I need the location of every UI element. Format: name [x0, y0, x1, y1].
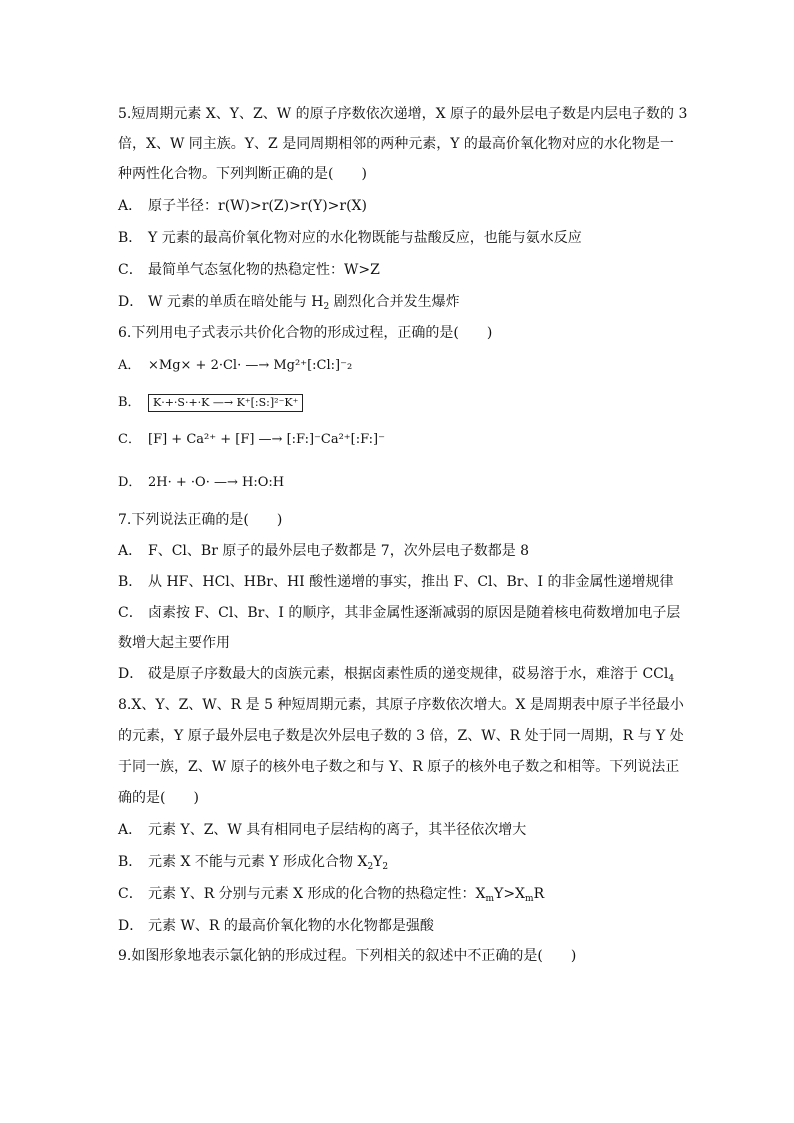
- option-label: C．: [118, 432, 141, 447]
- option-text: 从 HF、HCl、HBr、HI 酸性递增的事实，推出 F、Cl、Br、I 的非金属性递增规律: [148, 574, 674, 590]
- subscript: 2: [323, 302, 330, 312]
- electron-formula-box: K·+·S·+·K —→ K⁺[:S:]²⁻K⁺: [148, 394, 303, 412]
- q7-option-a: [118, 541, 529, 561]
- electron-formula: ×Mg× + 2·Cl· —→ Mg²⁺[:Cl:]⁻₂: [148, 358, 353, 373]
- option-label: B．: [118, 854, 143, 870]
- electron-formula: 2H· + ·O· —→ H:O:H: [148, 475, 285, 490]
- option-label: B．: [118, 395, 141, 410]
- option-text: Y 元素的最高价氧化物对应的水化物既能与盐酸反应，也能与氨水反应: [148, 230, 582, 246]
- subscript: m: [485, 894, 495, 904]
- subscript: 4: [668, 674, 675, 684]
- q5-stem-line-2: 倍，X、W 同主族。Y、Z 是同周期相邻的两种元素，Y 的最高价氧化物对应的水化物是一: [118, 136, 674, 152]
- option-text: 砹是原子序数最大的卤族元素，根据卤素性质的递变规律，砹易溶于水，难溶于 CCl: [148, 666, 669, 682]
- option-label: B．: [118, 574, 143, 590]
- option-text: R: [533, 886, 545, 902]
- q6-option-d: [118, 473, 284, 493]
- option-label: C．: [118, 886, 143, 902]
- q5-option-b: [118, 228, 582, 248]
- option-text: Y: [373, 854, 383, 870]
- option-label: D．: [118, 475, 142, 490]
- option-text: 元素 W、R 的最高价氧化物的水化物都是强酸: [148, 918, 434, 934]
- subscript: 2: [382, 862, 389, 872]
- option-label: A．: [118, 543, 143, 559]
- subscript: 2: [367, 862, 374, 872]
- q8-stem-line-3: 于同一族，Z、W 原子的核外电子数之和与 Y、R 原子的核外电子数之和相等。下列说法正: [118, 759, 680, 775]
- q6-option-c: [118, 430, 385, 450]
- option-text: 卤素按 F、Cl、Br、I 的顺序，其非金属性逐渐减弱的原因是随着核电荷数增加电子层: [148, 605, 681, 621]
- q7-stem: 7.下列说法正确的是( ): [118, 512, 283, 528]
- option-text: 元素 X 不能与元素 Y 形成化合物 X: [148, 854, 368, 870]
- option-text: 元素 Y、Z、W 具有相同电子层结构的离子，其半径依次增大: [148, 822, 527, 838]
- option-label: A．: [118, 822, 143, 838]
- option-text: 原子半径：r(W)>r(Z)>r(Y)>r(X): [148, 198, 367, 214]
- option-text: 最简单气态氢化物的热稳定性：W>Z: [148, 262, 380, 278]
- option-label: D．: [118, 918, 144, 934]
- q7-option-b: [118, 572, 673, 592]
- option-label: C．: [118, 262, 143, 278]
- option-text: Y>X: [494, 886, 526, 902]
- q5-option-c: [118, 260, 380, 280]
- electron-formula: [F] + Ca²⁺ + [F] —→ [:F:]⁻Ca²⁺[:F:]⁻: [148, 432, 385, 447]
- q5-option-d: [118, 292, 460, 312]
- option-label: C．: [118, 605, 143, 621]
- q6-stem: 6.下列用电子式表示共价化合物的形成过程，正确的是( ): [118, 325, 493, 341]
- option-label: A．: [118, 198, 143, 214]
- q8-stem-line-4: 确的是( ): [118, 790, 199, 806]
- q8-stem-line-1: 8.X、Y、Z、W、R 是 5 种短周期元素，其原子序数依次增大。X 是周期表中原子半径最小: [118, 697, 684, 713]
- option-label: A．: [118, 358, 141, 373]
- option-label: D．: [118, 294, 144, 310]
- q9-stem: 9.如图形象地表示氯化钠的形成过程。下列相关的叙述中不正确的是( ): [118, 948, 577, 964]
- q5-stem-line-1: 5.短周期元素 X、Y、Z、W 的原子序数依次递增，X 原子的最外层电子数是内层电子数的 3: [118, 106, 688, 122]
- q6-option-b: [118, 393, 303, 413]
- q8-option-a: [118, 820, 526, 840]
- subscript: m: [525, 894, 534, 904]
- option-text: 剧烈化合并发生爆炸: [329, 294, 460, 310]
- q5-option-a: [118, 196, 367, 216]
- q7-option-d: [118, 664, 674, 684]
- option-text: 元素 Y、R 分别与元素 X 形成的化合物的热稳定性：X: [148, 886, 486, 902]
- option-text: W 元素的单质在暗处能与 H: [148, 294, 324, 310]
- q8-option-d: [118, 916, 434, 936]
- q8-option-c: [118, 884, 544, 904]
- q7-option-c-continued: 数增大起主要作用: [118, 635, 230, 651]
- q7-option-c: [118, 603, 680, 623]
- q8-option-b: [118, 852, 388, 872]
- q8-stem-line-2: 的元素，Y 原子最外层电子数是次外层电子数的 3 倍，Z、W、R 处于同一周期，R 与 Y 处: [118, 728, 684, 744]
- q6-option-a: [118, 356, 352, 376]
- option-label: B．: [118, 230, 143, 246]
- q5-stem-line-3: 种两性化合物。下列判断正确的是( ): [118, 166, 367, 182]
- option-label: D．: [118, 666, 144, 682]
- option-text: F、Cl、Br 原子的最外层电子数都是 7，次外层电子数都是 8: [148, 543, 530, 559]
